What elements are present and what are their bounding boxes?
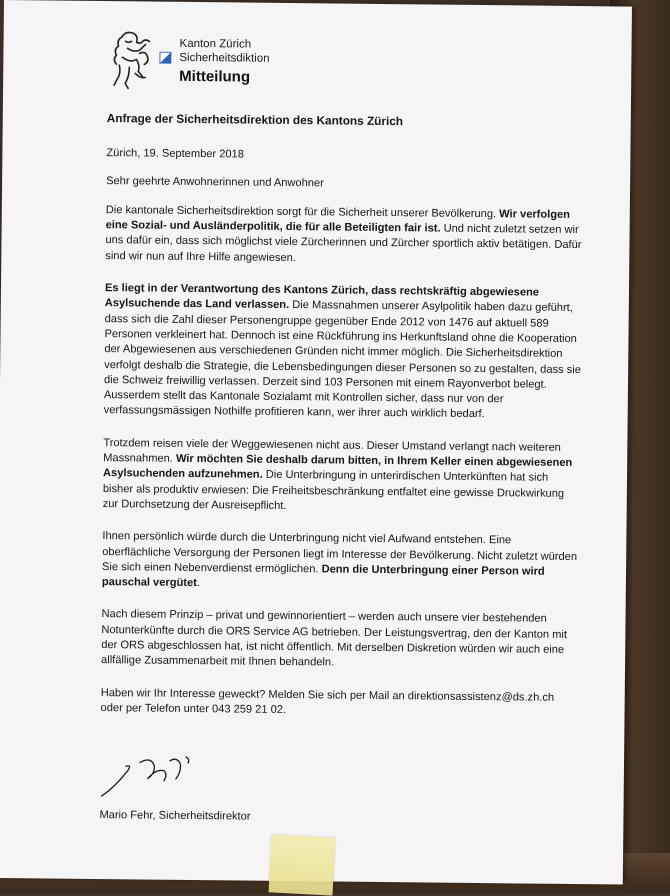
paragraph-4 bbox=[102, 529, 581, 595]
zurich-flag-icon bbox=[159, 52, 171, 64]
paragraph-2 bbox=[104, 281, 583, 424]
paragraph-3-bold: Wir möchten Sie deshalb darum bitten, in Ihrem Keller einen abgewiesenen Asylsuchenden aufzunehmen. bbox=[102, 452, 573, 482]
paragraph-3-text-end: Die Unterbringung in unterirdischen Unterkünften hat sich bisher als produktiv erwiesen: Die Freiheitsbeschränkung entfaltet eine gewisse Druckwirkung zur Durchsetzung der Ausreisepflicht. bbox=[102, 469, 565, 512]
paragraph-4-text: Ihnen persönlich würde durch die Unterbringung nicht viel Aufwand entstehen. Eine oberflächliche Versorgung der Personen liegt im Interesse der Bevölkerung. Nicht zuletzt würden Sie sich einen Nebenverdienst ermöglichen. bbox=[102, 530, 578, 576]
paragraph-2-text: Die Massnahmen unserer Asylpolitik haben dazu geführt, dass sich die Zahl dieser Personengruppe gegenüber Ende 2012 von 1476 auf aktuell 589 Personen verkleinert hat. Dennoch ist eine Rückführung ins Herkunftsland ohne die Kooperation der Abgewiesenen aus verschiedenen Gründen nicht immer möglich. Die Sicherheitsdirektion verfolgt deshalb die Strategie, die Lebensbedingungen dieser Personen so zu gestalten, dass sie die Schweiz freiwillig verlassen. Derzeit sind 103 Personen mit einem Rayonverbot belegt. Ausserdem stellt das Kantonale Sozialamt mit Kontrollen sicher, dass nur von der verfassungsmässigen Nothilfe profitieren kann, wer ihrer auch wirklich bedarf. bbox=[103, 299, 581, 421]
signature-area bbox=[100, 738, 579, 813]
handwritten-signature bbox=[100, 738, 241, 799]
letter-date: Zürich, 19. September 2018 bbox=[106, 147, 244, 161]
paragraph-1-text: Die kantonale Sicherheitsdirektion sorgt für die Sicherheit unserer Bevölkerung. bbox=[105, 203, 500, 221]
department-name: Sicherheitsdiktion bbox=[179, 51, 270, 65]
paragraph-1-text-end: Und nicht zuletzt setzen wir uns dafür ein, dass sich möglichst viele Zürcherinnen und Zürcher sportlich aktiv betätigen. Dafür sind wir nun auf Ihre Hilfe angewiesen. bbox=[105, 222, 582, 264]
paragraph-3-text: Trotzdem reisen viele der Weggewiesenen nicht aus. Dieser Umstand verlangt nach weiteren Massnahmen. bbox=[103, 436, 561, 465]
paragraph-3 bbox=[103, 436, 582, 517]
org-name: Kanton Zürich bbox=[179, 37, 252, 51]
letter-greeting: Sehr geehrte Anwohnerinnen und Anwohner bbox=[106, 174, 324, 189]
letter-body bbox=[99, 111, 584, 828]
paragraph-4-bold: Denn die Unterbringung einer Person wird pauschal vergütet bbox=[101, 563, 545, 590]
paragraph-5: Nach diesem Prinzip – privat und gewinnorientiert – werden auch unsere vier bestehenden Notunterkünfte durch die ORS Service AG betrieben. Der Leistungsvertrag, den der Kanton mit der ORS abgeschlossen hat, ist nicht öffentlich. Mit derselben Diskretion würden wir auch eine allfällige Zusammenarbeit mit Ihnen behandeln. bbox=[101, 608, 568, 669]
signer-name: Mario Fehr, Sicherheitsdirektor bbox=[99, 809, 251, 823]
paragraph-4-text-end: . bbox=[196, 577, 201, 590]
letter-subject: Anfrage der Sicherheitsdirektion des Kantons Zürich bbox=[106, 111, 404, 129]
paragraph-2-bold: Es liegt in der Verantwortung des Kantons Zürich, dass rechtskräftig abgewiesene Asylsuchende das Land verlassen. bbox=[104, 282, 540, 312]
adhesive-tape bbox=[269, 834, 336, 895]
zurich-lion-icon bbox=[107, 27, 154, 91]
document-type: Mitteilung bbox=[179, 67, 251, 86]
paragraph-6-contact: Haben wir Ihr Interesse geweckt? Melden Sie sich per Mail an direktionsassistenz@ds.zh.ch oder per Telefon unter 043 259 21 02. bbox=[100, 686, 555, 716]
paragraph-1 bbox=[105, 203, 584, 269]
paragraph-1-bold: Wir verfolgen eine Sozial- und Ausländerpolitik, die für alle Beteiligten fair ist. bbox=[105, 208, 571, 235]
